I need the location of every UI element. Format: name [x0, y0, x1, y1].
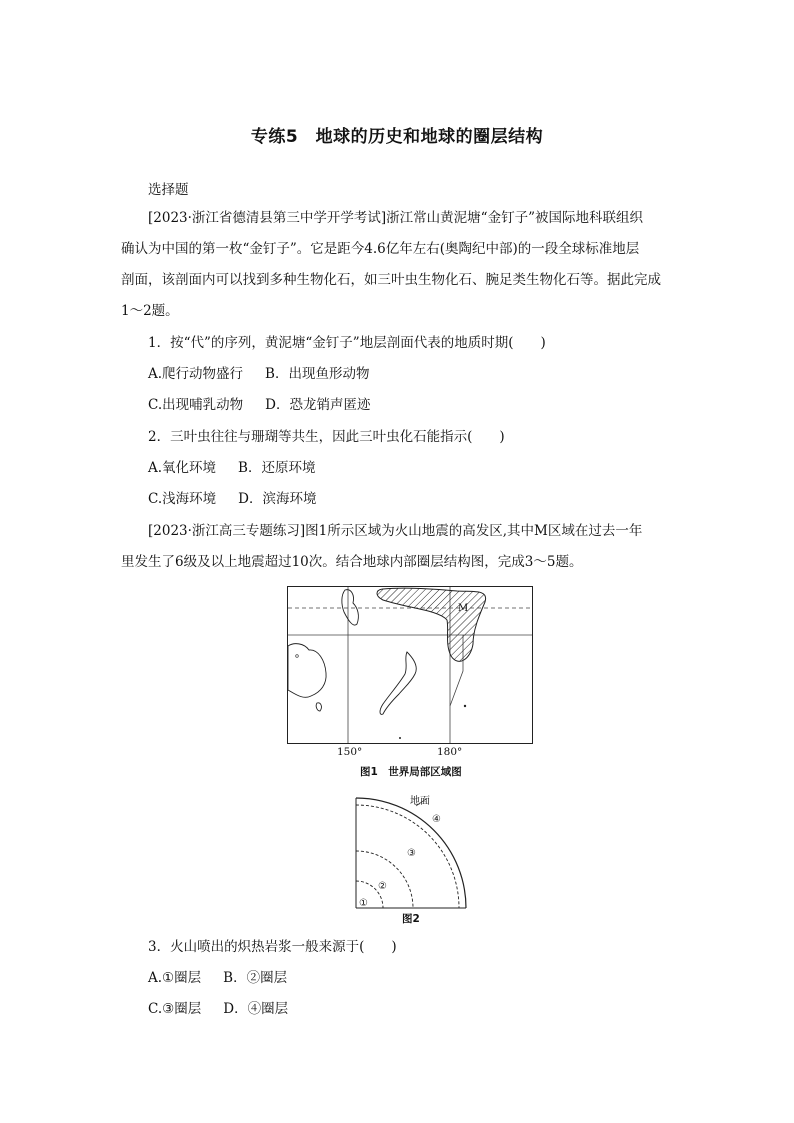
option-d[interactable]: D．恐龙销声匿迹: [265, 397, 371, 413]
passage-1-line: 剖面，该剖面内可以找到多种生物化石，如三叶虫生物化石、腕足类生物化石等。据此完成: [121, 272, 661, 288]
longitude-150-label: 150°: [337, 746, 363, 758]
option-c[interactable]: C.浅海环境: [148, 491, 217, 507]
question-3-options-row: [148, 968, 287, 988]
question-2-options-row: [148, 458, 315, 478]
option-a[interactable]: A.爬行动物盛行: [148, 366, 244, 382]
layer-1-label: ①: [359, 898, 368, 909]
option-c[interactable]: C.③圈层: [148, 1001, 202, 1017]
figure-1-caption: 图1 世界局部区域图: [360, 766, 462, 778]
option-a[interactable]: A.氧化环境: [148, 460, 217, 476]
option-b[interactable]: B．出现鱼形动物: [265, 366, 370, 382]
layer-2-label: ②: [378, 881, 387, 892]
passage-1-line: 确认为中国的第一枚“金钉子”。它是距今4.6亿年左右(奥陶纪中部)的一段全球标准地层: [121, 241, 640, 257]
region-m-label: M: [458, 603, 469, 614]
question-1-options-row: [148, 364, 369, 384]
question-1-stem: 1．按“代”的序列，黄泥塘“金钉子”地层剖面代表的地质时期( ): [148, 335, 546, 351]
section-heading: 选择题: [148, 182, 189, 198]
option-d[interactable]: D．④圈层: [223, 1001, 289, 1017]
option-b[interactable]: B．②圈层: [223, 970, 288, 986]
question-1-options-row: [148, 395, 370, 415]
question-2-options-row: [148, 489, 316, 509]
figure-2-caption: 图2: [402, 913, 420, 925]
figure-1-map: [287, 586, 533, 744]
longitude-180-label: 180°: [437, 746, 463, 758]
option-d[interactable]: D．滨海环境: [238, 491, 317, 507]
figure-2-earth-layers: [352, 794, 470, 912]
passage-1-line: [2023·浙江省德清县第三中学开学考试]浙江常山黄泥塘“金钉子”被国际地科联组织: [148, 210, 643, 226]
question-3-options-row: [148, 999, 288, 1019]
passage-2-line: 里发生了6级及以上地震超过10次。结合地球内部圈层结构图，完成3～5题。: [121, 554, 583, 570]
surface-label: 地面: [410, 796, 430, 807]
layer-3-label: ③: [407, 848, 416, 859]
layer-4-label: ④: [432, 814, 441, 825]
question-3-stem: 3．火山喷出的炽热岩浆一般来源于( ): [148, 939, 397, 955]
option-b[interactable]: B．还原环境: [238, 460, 316, 476]
option-a[interactable]: A.①圈层: [148, 970, 202, 986]
question-2-stem: 2．三叶虫往往与珊瑚等共生，因此三叶虫化石能指示( ): [148, 429, 505, 445]
passage-1-line: 1～2题。: [121, 303, 179, 319]
passage-2-line: [2023·浙江高三专题练习]图1所示区域为火山地震的高发区,其中M区域在过去一年: [148, 523, 643, 539]
page-title: 专练5 地球的历史和地球的圈层结构: [250, 127, 544, 147]
option-c[interactable]: C.出现哺乳动物: [148, 397, 244, 413]
